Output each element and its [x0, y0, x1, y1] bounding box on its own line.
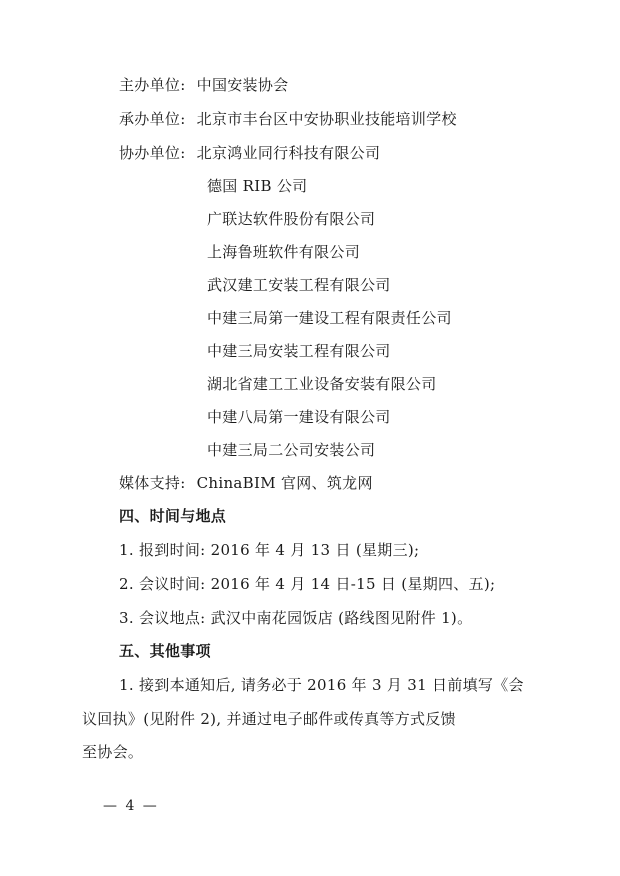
- section-heading: 四、时间与地点: [119, 507, 227, 525]
- time-item: 2. 会议时间: 2016 年 4 月 14 日-15 日 (星期四、五);: [119, 575, 496, 593]
- paragraph-line: 至协会。: [82, 743, 144, 761]
- media-label: 媒体支持:: [119, 474, 186, 492]
- paragraph-line: 1. 接到本通知后, 请务必于 2016 年 3 月 31 日前填写《会: [119, 676, 524, 694]
- paragraph-line: 议回执》(见附件 2), 并通过电子邮件或传真等方式反馈: [82, 710, 456, 728]
- host-value: 中国安装协会: [196, 76, 289, 94]
- time-item: 1. 报到时间: 2016 年 4 月 13 日 (星期三);: [119, 541, 420, 559]
- host-label: 主办单位:: [119, 76, 186, 94]
- co-organizer-item: 中建三局二公司安装公司: [207, 441, 376, 459]
- organizer-line: [119, 109, 457, 129]
- co-organizer-item: 德国 RIB 公司: [207, 177, 308, 195]
- co-organizer-item: 中建八局第一建设有限公司: [207, 408, 391, 426]
- section-heading: 五、其他事项: [119, 642, 211, 660]
- host-line: [119, 75, 288, 95]
- co-organizer-item: 北京鸿业同行科技有限公司: [196, 144, 381, 162]
- media-value: ChinaBIM 官网、筑龙网: [196, 474, 373, 492]
- co-organizer-item: 湖北省建工工业设备安装有限公司: [207, 375, 437, 393]
- co-organizer-item: 中建三局安装工程有限公司: [207, 342, 391, 360]
- co-organizer-line: [119, 143, 380, 163]
- co-organizer-item: 武汉建工安装工程有限公司: [207, 276, 391, 294]
- organizer-label: 承办单位:: [119, 110, 186, 128]
- page-number: — 4 —: [103, 798, 159, 814]
- time-item: 3. 会议地点: 武汉中南花园饭店 (路线图见附件 1)。: [119, 609, 473, 627]
- co-organizer-item: 上海鲁班软件有限公司: [207, 243, 361, 261]
- organizer-value: 北京市丰台区中安协职业技能培训学校: [196, 110, 457, 128]
- co-organizer-item: 中建三局第一建设工程有限责任公司: [207, 309, 452, 327]
- media-line: [119, 473, 373, 493]
- co-organizer-item: 广联达软件股份有限公司: [207, 210, 376, 228]
- co-organizer-label: 协办单位:: [119, 144, 186, 162]
